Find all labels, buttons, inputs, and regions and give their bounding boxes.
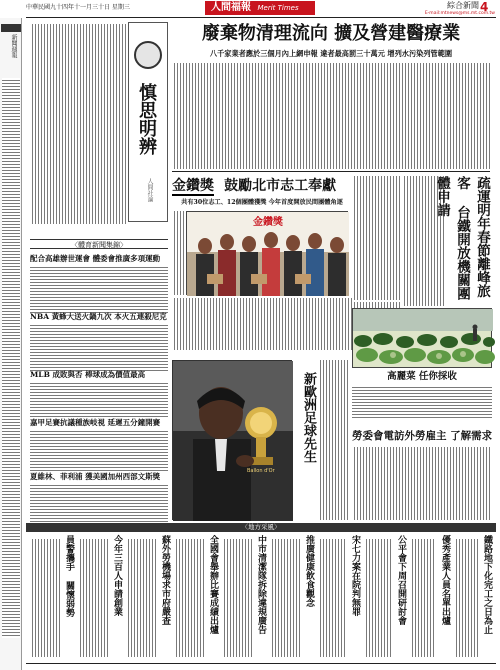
local-body: [318, 539, 346, 657]
local-headline: 全國會舉辦比賽成績出爐: [208, 535, 218, 634]
sports-body: [30, 323, 168, 371]
sports-headline: 夏維林、菲利浦 獲美國加州西部文斯獎: [30, 472, 161, 481]
local-news-item: [270, 535, 316, 660]
football-body: [318, 360, 350, 520]
left-strip-text: [2, 78, 20, 638]
sports-item: [30, 418, 168, 473]
left-strip: [0, 18, 22, 670]
sports-headline: 配合高雄辦世運會 體委會推廣多項運動: [30, 254, 161, 263]
local-body: [126, 539, 156, 657]
local-body: [174, 539, 204, 657]
local-news-item: [364, 535, 408, 660]
feature-body-left: [172, 211, 184, 295]
lead-subhead: 八千家業者應於三個月內上網申報 違者最高罰三十萬元 增列水污染列管範圍: [209, 49, 453, 58]
sports-body: [30, 429, 168, 473]
local-news-item: [126, 535, 172, 660]
sports-column-title: 〈體育新聞集錦〉: [30, 239, 168, 249]
cabbage-svg: [353, 309, 493, 369]
sports-headline: 嘉甲足賽抗議種族岐視 延遲五分鐘開賽: [30, 418, 161, 427]
sports-headline: MLB 成敗與否 棒球成為價值最高: [30, 370, 146, 379]
local-headline: 優秀產業人員名單出爐: [440, 535, 450, 625]
photo-banner-text: 金鑽獎: [253, 217, 283, 228]
local-news-item: [174, 535, 220, 660]
section-name: 綜合新聞: [447, 1, 479, 10]
local-body: [364, 539, 392, 657]
feature-body-right: [352, 176, 400, 300]
feature-body-lower: [172, 298, 352, 350]
editorial-emblem: [134, 41, 162, 69]
brand-sub: Merit Times: [257, 4, 299, 12]
local-headline: 鐵路地下化完工之日為止: [482, 535, 492, 634]
bottom-rule: [26, 663, 496, 664]
cabbage-photo: [352, 308, 492, 368]
local-body: [78, 539, 108, 657]
editorial-subtitle: 人間社論: [146, 178, 153, 202]
sports-body: [30, 265, 168, 313]
brand-name: 人間福報: [211, 2, 251, 13]
cabbage-body: [352, 385, 492, 419]
local-headline: 推廣健康飲食觀念: [304, 535, 314, 607]
sports-item: [30, 472, 168, 523]
labor-body: [352, 447, 492, 520]
feature-award: 金鑽獎: [172, 178, 214, 194]
sports-item: [30, 254, 168, 313]
local-headline: 中市清潔隊拆除違規廣告: [256, 535, 266, 634]
local-headline: 蘇外勞機場求市府嚴查: [160, 535, 170, 625]
sports-item: [30, 370, 168, 419]
local-headline: 公平會下周召開研討會: [396, 535, 406, 625]
masthead-date: 中華民國九十四年十一月三十日 星期三: [26, 4, 130, 11]
labor-headline: 勞委會電訪外勞雇主 了解需求: [352, 430, 493, 442]
local-body: [222, 539, 252, 657]
local-body: [410, 539, 436, 657]
travel-headline: 疏運明年春節離峰旅客 台鐵開放機關團體申請: [434, 176, 490, 300]
masthead-email: E-mail:mtnews@ms.mt.com.tw: [424, 11, 495, 16]
local-news-item: [454, 535, 494, 660]
local-headline: 宋七力案在院判無罪: [350, 535, 360, 616]
local-news-item: [78, 535, 124, 660]
brand-logo: [205, 1, 315, 15]
feature-title: 鼓勵北市志工奉獻: [224, 178, 337, 194]
sports-headline: NBA 黃蜂大送火鍋九次 本火五連殺尼克: [30, 312, 167, 321]
lead-body: [172, 63, 490, 169]
local-news-item: [30, 535, 76, 660]
football-svg: [173, 361, 293, 521]
local-news-item: [222, 535, 268, 660]
left-strip-label: 新聞週報: [10, 34, 17, 58]
editorial-title: 慎思明辨: [136, 83, 157, 155]
cabbage-caption: 高麗菜 任你採收: [387, 371, 457, 382]
editorial-box: [128, 22, 168, 222]
editorial-text-left: [30, 24, 126, 224]
football-photo: [172, 360, 292, 520]
local-news-item: [318, 535, 362, 660]
local-news-item: [410, 535, 452, 660]
feature-subhead: 共有30位志工、12個團體獲獎 今年首度開放民間團體角逐: [181, 199, 343, 206]
masthead-rule: [26, 17, 496, 18]
ballon-label: Ballon d'Or: [247, 468, 275, 474]
page-number: 4: [480, 0, 489, 14]
sports-body: [30, 381, 168, 419]
local-body: [454, 539, 478, 657]
football-headline: 新歐洲足球先生: [301, 372, 316, 463]
lead-headline: 廢棄物清理流向 擴及營建醫療業: [201, 23, 461, 44]
lead-bottom-rule: [172, 171, 490, 172]
local-body: [270, 539, 300, 657]
local-body: [30, 539, 60, 657]
feature-photo: [186, 211, 348, 295]
local-headline: 員警攜手 關懷弱勢: [64, 535, 74, 617]
local-headline: 今年三百人申請創業: [112, 535, 122, 616]
sports-body: [30, 483, 168, 523]
left-strip-bar: [1, 24, 21, 32]
feature-headline: [172, 175, 352, 195]
local-news-title: 〈地方采風〉: [241, 523, 281, 531]
sports-item: [30, 312, 168, 371]
